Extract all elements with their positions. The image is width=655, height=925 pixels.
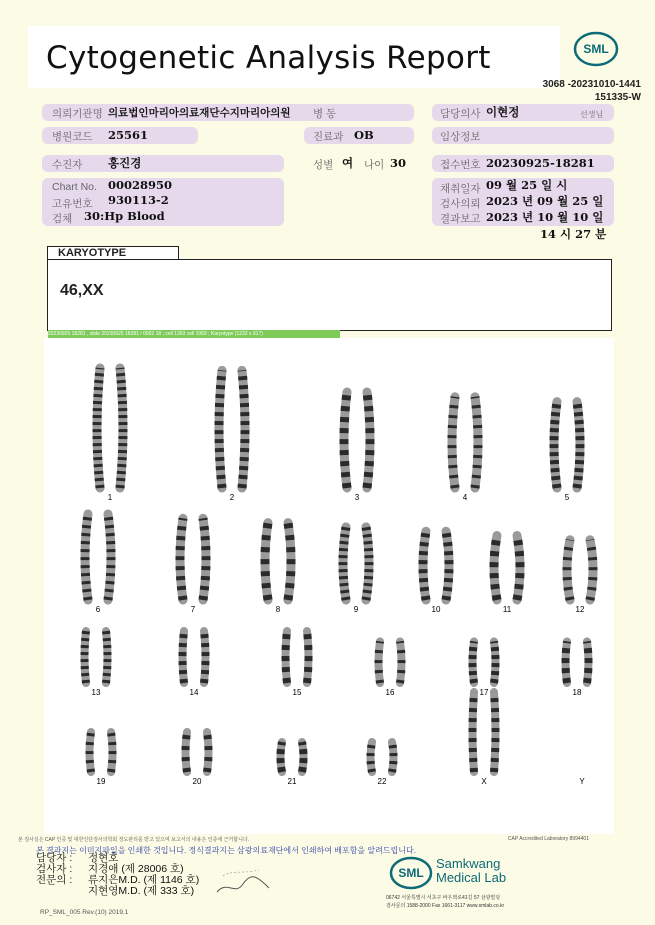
doctor-label: 담당의사	[440, 108, 481, 120]
chromosome	[367, 392, 370, 488]
chromosome	[90, 732, 92, 772]
form-code: RP_SML_005 Rev.(10) 2019.1	[40, 909, 129, 916]
chromosome-label: 20	[192, 777, 202, 786]
chromosome	[473, 692, 475, 772]
chromosome	[307, 631, 309, 683]
receipt-value: 20230925-18281	[486, 156, 595, 170]
chromosome-label: 7	[190, 605, 196, 614]
sml-logo	[572, 30, 620, 68]
hospital-code-label: 병원코드	[52, 131, 93, 143]
sex-label: 성별	[313, 159, 334, 171]
chromosome-label: 15	[292, 688, 302, 697]
chromosome	[111, 732, 113, 772]
cap-accreditation: CAP Accredited Laboratory 8994401	[507, 836, 589, 842]
chromosome	[392, 742, 394, 772]
chromosome	[242, 370, 245, 488]
chromosome-label: 4	[462, 493, 468, 502]
samkwang-logo	[388, 855, 434, 891]
request-value: 2023 년 09 월 25 일	[486, 194, 604, 208]
chromosome-label: X	[481, 777, 487, 786]
lab-address-line2: 검사문의 1588-2000 Fax 1661-3117 www.smlab.co.kr	[386, 903, 505, 909]
chromosome	[366, 527, 369, 600]
print-notice: 본 결과지는 이미지파일을 인쇄한 것입니다. 정식결과지는 삼광의료재단에서 인쇄하여 배포함을 알려드립니다.	[36, 846, 416, 855]
chart-label: Chart No.	[52, 181, 97, 193]
chromosome	[203, 518, 206, 600]
chromosome-label: 13	[91, 688, 101, 697]
report-label: 결과보고	[440, 213, 481, 225]
department-label: 진료과	[313, 131, 344, 143]
sml-logo-text: SML	[583, 42, 609, 56]
unique-label: 고유번호	[52, 198, 93, 210]
chromosome	[494, 536, 497, 601]
chromosome	[587, 641, 589, 683]
collect-label: 채취일자	[440, 183, 481, 195]
chromosome-label: 6	[95, 605, 101, 614]
karyotype-value: 46,XX	[60, 282, 104, 299]
chromosome	[288, 523, 291, 600]
request-label: 검사의뢰	[440, 198, 481, 210]
staff-row: 지현영M.D. (제 333 호)	[88, 885, 195, 897]
chromosome-label: 10	[431, 605, 441, 614]
footer-note: 본 검사실은 CAP 인증 및 대한진단검사의학회 정도관리를 받고 있으며 보고서의 내용은 인증에 근거합니다.	[18, 837, 250, 843]
chromosome	[446, 531, 449, 600]
chromosome	[475, 397, 478, 488]
unique-value: 930113-2	[108, 193, 169, 207]
chromosome-label: 16	[385, 688, 395, 697]
karyogram-panel	[44, 338, 614, 834]
chromosome-label: 11	[502, 605, 512, 614]
staff-row: 담당자 : 정현호	[36, 852, 119, 864]
specimen-label: 검체	[52, 213, 73, 225]
samkwang-logo-text: SML	[398, 866, 424, 880]
examinee-label: 수진자	[52, 159, 83, 171]
doctor-suffix: 선생님	[580, 110, 604, 119]
chromosome	[204, 631, 206, 683]
chromosome	[344, 392, 347, 488]
lab-address-line1: 06742 서울특별시 서초구 바우뫼로41길 57 삼광빌딩	[386, 895, 501, 901]
staff-row: 전문의 : 류지은M.D. (제 1146 호)	[36, 874, 200, 886]
chart-value: 00028950	[108, 178, 173, 192]
chromosome	[379, 641, 381, 683]
receipt-label: 접수번호	[440, 159, 481, 171]
report-time: 14 시 27 분	[540, 227, 607, 241]
chromosome-label: 18	[572, 688, 582, 697]
lab-address	[386, 894, 504, 910]
chromosome	[423, 531, 426, 600]
chromosome-label: 12	[575, 605, 585, 614]
lab-name-line1: Samkwang	[436, 856, 501, 871]
sex-value: 여	[342, 156, 354, 170]
chromosome	[302, 742, 304, 772]
karyotype-label: KARYOTYPE	[47, 246, 179, 260]
chromosome	[183, 631, 185, 683]
lab-name	[436, 857, 506, 885]
report-title: Cytogenetic Analysis Report	[46, 40, 491, 76]
chromosome-label: 2	[229, 493, 235, 502]
chromosome	[286, 631, 288, 683]
chromosome	[106, 631, 108, 683]
chromosome-label: 22	[377, 777, 387, 786]
doc-no-line2: 151335-W	[594, 92, 641, 103]
chromosome	[108, 514, 111, 600]
karyotype-box	[47, 259, 612, 331]
document-number	[543, 78, 641, 104]
chromosome	[590, 540, 593, 600]
ward-label: 병 동	[313, 108, 337, 120]
chromosome	[517, 536, 520, 601]
chromosome	[281, 742, 283, 772]
chromosome	[186, 732, 188, 772]
institution-label: 의뢰기관명	[52, 108, 103, 120]
chromosome	[494, 692, 496, 772]
chromosome-label: 1	[107, 493, 113, 502]
chromosome	[85, 514, 88, 600]
chromosome	[207, 732, 209, 772]
staff-row: 검사자 : 지경애 (제 28006 호)	[36, 863, 184, 875]
chromosome-label: 3	[354, 493, 360, 502]
hospital-code-value: 25561	[108, 128, 149, 142]
collect-value: 09 월 25 일 시	[486, 178, 568, 192]
karyogram-image	[44, 338, 614, 834]
clinical-label: 임상정보	[440, 131, 481, 143]
signature	[213, 866, 273, 900]
specimen-value: 30:Hp Blood	[84, 209, 165, 223]
chromosome	[371, 742, 373, 772]
chromosome	[567, 540, 570, 600]
chromosome-label: Y	[579, 777, 585, 786]
examinee-value: 홍진경	[108, 156, 142, 170]
department-value: OB	[354, 128, 374, 142]
lab-name-line2: Medical Lab	[436, 870, 507, 885]
chromosome	[452, 397, 455, 488]
image-info-strip: 20230925 18281 , slide 20230925 18281 / 0002 18 ; cell 1363 cell 1069 ; Karyotype (1232 x 917)	[48, 330, 340, 338]
age-value: 30	[390, 156, 407, 170]
chromosome-label: 5	[564, 493, 570, 502]
chromosome	[219, 370, 222, 488]
chromosome	[343, 527, 346, 600]
doctor-value: 이현정	[486, 105, 520, 119]
chromosome	[566, 641, 568, 683]
chromosome-label: 21	[287, 777, 297, 786]
doc-no-line1: 3068 -20231010-1441	[542, 79, 641, 90]
chromosome	[85, 631, 87, 683]
institution-value: 의료법인마리아의료재단수지마리아의원	[108, 107, 291, 119]
chromosome	[265, 523, 268, 600]
chromosome	[97, 368, 100, 488]
chromosome	[400, 641, 402, 683]
chromosome	[120, 368, 123, 488]
chromosome	[180, 518, 183, 600]
chromosome	[554, 402, 557, 488]
age-label: 나이	[364, 159, 385, 171]
staff-list	[36, 853, 199, 897]
chromosome-label: 17	[479, 688, 489, 697]
chromosome	[577, 402, 580, 488]
report-value: 2023 년 10 월 10 일	[486, 210, 604, 224]
chromosome	[473, 641, 475, 683]
chromosome-label: 14	[189, 688, 199, 697]
chromosome	[494, 641, 496, 683]
chromosome-label: 8	[275, 605, 281, 614]
chromosome-label: 9	[353, 605, 359, 614]
chromosome-label: 19	[96, 777, 106, 786]
